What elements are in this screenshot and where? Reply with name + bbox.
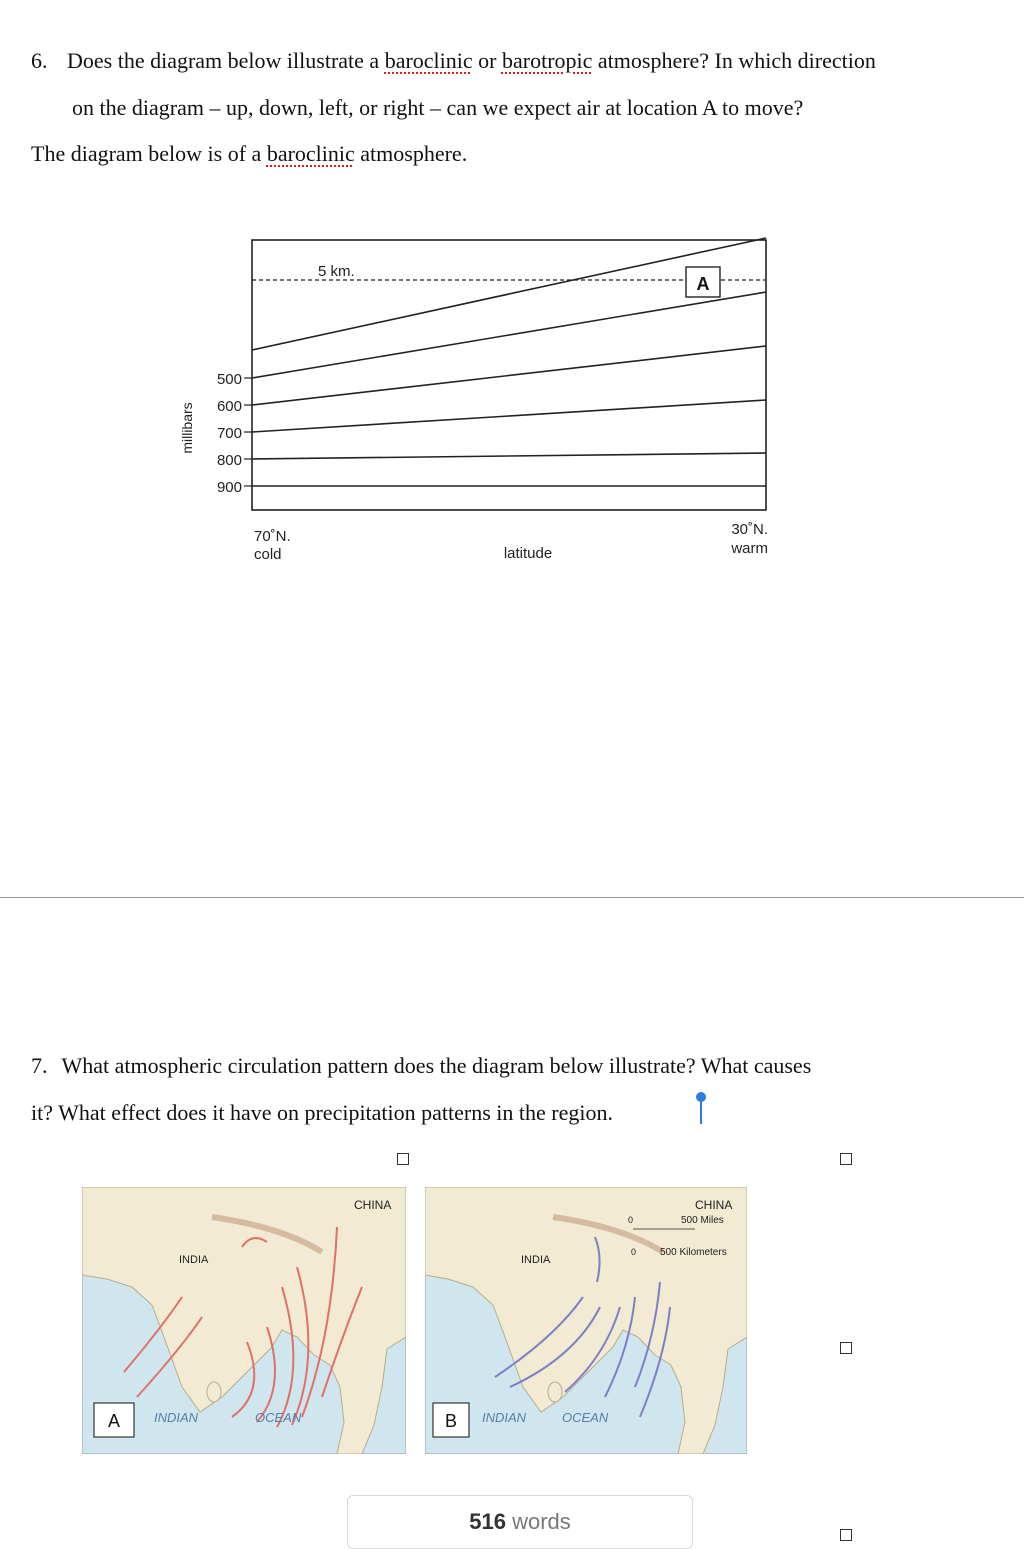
x-axis-label: latitude (503, 545, 553, 562)
q6-line1 (31, 50, 876, 72)
pressure-label-800: 800 (216, 452, 242, 469)
checkbox-1[interactable] (397, 1153, 409, 1165)
map-a-ocean-1: INDIAN (154, 1410, 199, 1425)
pressure-ticks (244, 378, 252, 486)
map-a-panel-label: A (107, 1411, 121, 1431)
q7-text-1: What atmospheric circulation pattern does the diagram below illustrate? What causes (61, 1053, 812, 1078)
sri-lanka-b (548, 1382, 562, 1402)
page-divider (0, 897, 1024, 898)
isobar-600 (252, 346, 766, 405)
word-count-badge[interactable] (347, 1495, 693, 1549)
map-b-ocean-2: OCEAN (562, 1410, 609, 1425)
spell-term-answer[interactable]: baroclinic (266, 141, 355, 166)
checkbox-3[interactable] (840, 1342, 852, 1354)
baroclinic-diagram[interactable] (170, 225, 790, 570)
pressure-label-900: 900 (216, 479, 242, 496)
map-a-ocean-2: OCEAN (255, 1410, 302, 1425)
map-b-miles: 500 Miles (681, 1215, 724, 1226)
word-count-label: words (512, 1509, 571, 1534)
word-count-number: 516 (469, 1509, 506, 1534)
map-a-country: INDIA (179, 1254, 209, 1266)
map-b-country: INDIA (521, 1254, 551, 1266)
isobar-800 (252, 453, 766, 459)
map-b-region: CHINA (695, 1198, 733, 1212)
spell-term-baroclinic[interactable]: baroclinic (384, 48, 473, 73)
isobar-500 (252, 292, 766, 378)
map-b-panel-label: B (444, 1411, 458, 1431)
q6-answer (31, 143, 467, 165)
q7-line1 (31, 1055, 811, 1077)
map-b-km: 500 Kilometers (660, 1247, 727, 1258)
isobar-700 (252, 400, 766, 432)
right-desc: warm (731, 540, 768, 557)
point-a-label: A (696, 274, 710, 294)
q7-line2: it? What effect does it have on precipitation patterns in the region. (31, 1100, 613, 1125)
monsoon-map-b[interactable] (425, 1187, 747, 1454)
answer-text-b: atmosphere. (354, 141, 468, 166)
left-latitude: 70˚N. (254, 528, 291, 545)
pressure-label-500: 500 (216, 371, 242, 388)
q6-text-c: atmosphere? In which direction (592, 48, 876, 73)
map-b-zero-2: 0 (631, 1247, 637, 1257)
q6-number: 6. (31, 48, 48, 73)
checkbox-2[interactable] (840, 1153, 852, 1165)
q6-text-a: Does the diagram below illustrate a (67, 48, 385, 73)
spell-term-barotropic[interactable]: barotropic (501, 48, 593, 73)
y-axis-label: millibars (179, 402, 195, 454)
checkbox-4[interactable] (840, 1529, 852, 1541)
q7-number: 7. (31, 1053, 48, 1078)
sri-lanka-a (207, 1382, 221, 1402)
monsoon-map-a[interactable] (82, 1187, 406, 1454)
height-label: 5 km. (318, 263, 355, 280)
q6-text-b: or (472, 48, 502, 73)
map-b-zero-1: 0 (628, 1215, 634, 1225)
left-desc: cold (254, 546, 282, 563)
q6-line2: on the diagram – up, down, left, or right – can we expect air at location A to move? (72, 95, 804, 120)
pressure-label-600: 600 (216, 398, 242, 415)
map-a-region: CHINA (354, 1198, 392, 1212)
map-b-ocean-1: INDIAN (482, 1410, 527, 1425)
answer-text-a: The diagram below is of a (31, 141, 267, 166)
text-cursor[interactable] (700, 1098, 702, 1124)
pressure-label-700: 700 (216, 425, 242, 442)
right-latitude: 30˚N. (731, 521, 768, 538)
